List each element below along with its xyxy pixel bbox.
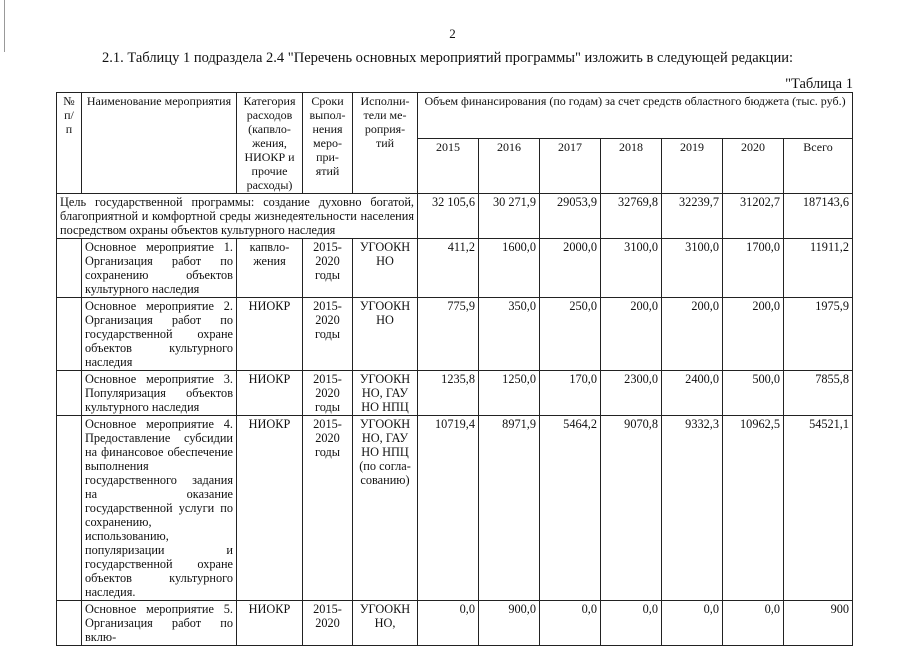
measure-executor: УГООКН НО [353,298,418,371]
measure-value: 1250,0 [479,371,540,416]
measure-value: 0,0 [601,601,662,646]
measures-table [56,92,853,646]
measure-row [57,601,853,646]
header-name: Наименование мероприятия [82,93,237,194]
page-number: 2 [449,26,456,41]
goal-text: Цель государственной программы: создание духовно богатой, благоприятной и комфортной среды жизнедеятельности населения посредством охраны объектов культурного наследия [57,194,418,239]
measure-value: 200,0 [723,298,784,371]
measure-value: 3100,0 [662,239,723,298]
measure-value: 10962,5 [723,416,784,601]
measure-value: 500,0 [723,371,784,416]
measure-total: 54521,1 [784,416,853,601]
measure-category: НИОКР [237,601,303,646]
goal-value: 32 105,6 [418,194,479,239]
measure-value: 200,0 [662,298,723,371]
measure-value: 1235,8 [418,371,479,416]
measure-terms: 2015- 2020 годы [303,371,353,416]
measure-category: НИОКР [237,416,303,601]
measure-value: 2300,0 [601,371,662,416]
header-year: 2017 [540,139,601,194]
goal-value: 31202,7 [723,194,784,239]
measure-name: Основное мероприятие 4. Предоставление субсидии на финансовое обеспечение выполнения государственного задания на оказание государственной услуги по сохранению, использованию, популяризации и государственной охране объектов культурного наследия. [82,416,237,601]
header-year: 2015 [418,139,479,194]
goal-row [57,194,853,239]
measure-row [57,298,853,371]
goal-value: 32239,7 [662,194,723,239]
measure-total: 900 [784,601,853,646]
measure-executor: УГООКН НО, ГАУ НО НПЦ [353,371,418,416]
row-num-cell [57,371,82,416]
measure-name: Основное мероприятие 2. Организация работ по государственной охране объектов культурного наследия [82,298,237,371]
measure-value: 8971,9 [479,416,540,601]
measure-terms: 2015- 2020 годы [303,298,353,371]
measure-total: 1975,9 [784,298,853,371]
header-year: 2019 [662,139,723,194]
goal-value: 29053,9 [540,194,601,239]
header-year: 2018 [601,139,662,194]
row-num-cell [57,601,82,646]
row-num-cell [57,239,82,298]
goal-total: 187143,6 [784,194,853,239]
row-num-cell [57,416,82,601]
header-funding: Объем финансирования (по годам) за счет средств областного бюджета (тыс. руб.) [418,93,853,139]
measure-value: 900,0 [479,601,540,646]
header-num: № п/ п [57,93,82,194]
measure-value: 350,0 [479,298,540,371]
header-terms: Сроки выпол- нения меро- при- ятий [303,93,353,194]
measure-value: 775,9 [418,298,479,371]
measure-value: 0,0 [418,601,479,646]
table-label: "Таблица 1 [785,76,853,92]
measure-value: 0,0 [723,601,784,646]
measure-value: 3100,0 [601,239,662,298]
measure-name: Основное мероприятие 5. Организация работ по вклю- [82,601,237,646]
header-row [57,93,853,139]
measure-value: 0,0 [662,601,723,646]
measure-row [57,371,853,416]
header-year: 2020 [723,139,784,194]
measure-terms: 2015- 2020 годы [303,416,353,601]
measure-value: 9332,3 [662,416,723,601]
measure-value: 10719,4 [418,416,479,601]
header-category: Категория расходов (капвло- жения, НИОКР и прочие расходы) [237,93,303,194]
measure-row [57,239,853,298]
header-total: Всего [784,139,853,194]
measure-total: 11911,2 [784,239,853,298]
measure-executor: УГООКН НО, ГАУ НО НПЦ (по согла- сованию) [353,416,418,601]
goal-value: 30 271,9 [479,194,540,239]
row-num-cell [57,298,82,371]
measure-value: 5464,2 [540,416,601,601]
measure-terms: 2015- 2020 годы [303,239,353,298]
header-year: 2016 [479,139,540,194]
measure-value: 2400,0 [662,371,723,416]
measure-value: 0,0 [540,601,601,646]
measure-value: 250,0 [540,298,601,371]
measure-value: 1700,0 [723,239,784,298]
measure-terms: 2015- 2020 [303,601,353,646]
goal-value: 32769,8 [601,194,662,239]
measure-name: Основное мероприятие 1. Организация работ по сохранению объектов культурного наследия [82,239,237,298]
intro-text: 2.1. Таблицу 1 подраздела 2.4 "Перечень основных мероприятий программы" изложить в следующей редакции: [102,50,793,66]
measure-value: 200,0 [601,298,662,371]
measure-category: НИОКР [237,298,303,371]
measure-category: НИОКР [237,371,303,416]
measure-row [57,416,853,601]
measure-value: 411,2 [418,239,479,298]
measure-category: капвло- жения [237,239,303,298]
measure-name: Основное мероприятие 3. Популяризация объектов культурного наследия [82,371,237,416]
measure-total: 7855,8 [784,371,853,416]
header-executors: Исполни- тели ме- роприя- тий [353,93,418,194]
measure-value: 2000,0 [540,239,601,298]
measure-executor: УГООКН НО, [353,601,418,646]
measure-executor: УГООКН НО [353,239,418,298]
measure-value: 9070,8 [601,416,662,601]
measure-value: 170,0 [540,371,601,416]
measure-value: 1600,0 [479,239,540,298]
